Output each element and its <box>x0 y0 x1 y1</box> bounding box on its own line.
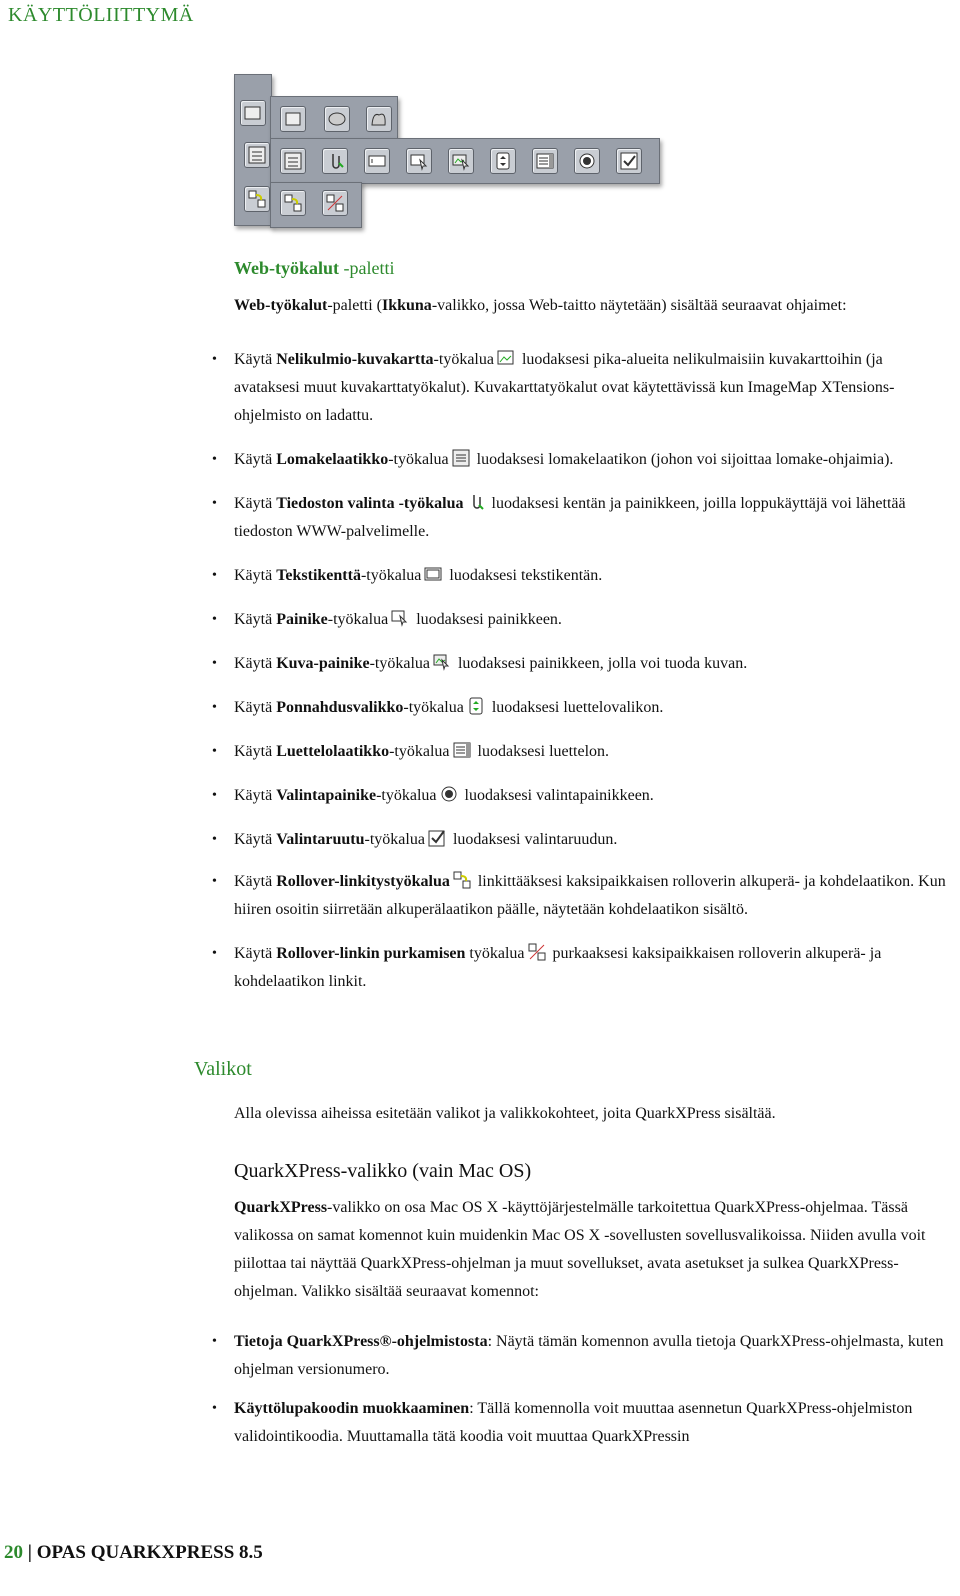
radio-button-icon <box>574 148 600 174</box>
list-item: • Käytä Rollover-linkin purkamisen työkalua purkaaksesi kaksipaikkaisen rolloverin alkuperä- ja kohdelaatikon linkit. <box>212 945 882 990</box>
form-box-icon <box>280 148 306 174</box>
file-select-icon <box>467 493 485 511</box>
palette-section-title: Web-työkalut -paletti <box>234 258 395 278</box>
rollover-unlink-icon <box>528 943 546 961</box>
rect-box-icon <box>280 106 306 132</box>
web-tools-palette-illustration <box>234 74 666 234</box>
list-item: • Käytä Tekstikenttä-työkalua luodaksesi tekstikentän. <box>212 567 603 584</box>
image-button-icon <box>433 653 451 671</box>
oval-box-icon <box>324 106 350 132</box>
rect-imagemap-icon <box>497 349 515 367</box>
menus-intro: Alla olevissa aiheissa esitetään valikot ja valikkokohteet, joita QuarkXPress sisältää. <box>234 1105 776 1122</box>
text-field-icon <box>364 148 390 174</box>
list-item: • Käytä Lomakelaatikko-työkalua luodaksesi lomakelaatikon (johon voi sijoittaa lomake-ohjaimia). <box>212 451 894 468</box>
list-box-icon <box>532 148 558 174</box>
quarkxpress-menu-title: QuarkXPress-valikko (vain Mac OS) <box>234 1160 532 1182</box>
button-icon <box>391 609 409 627</box>
bezier-box-icon <box>366 106 392 132</box>
command-item: • Käyttölupakoodin muokkaaminen: Tällä komennolla voit muuttaa asennetun QuarkXPress-ohjelmiston validointikoodia. Muuttamalla tätä koodia voit muuttaa QuarkXPressin <box>212 1400 913 1445</box>
list-item: • Käytä Painike-työkalua luodaksesi painikkeen. <box>212 611 562 628</box>
list-item: • Käytä Nelikulmio-kuvakartta-työkalua luodaksesi pika-alueita nelikulmaisiin kuvakarttoihin (ja avataksesi muut kuvakarttatyökalut). Kuvakarttatyökalut ovat käytettävissä kun ImageMap XTensions-ohjelmisto on ladattu. <box>212 351 895 424</box>
quarkxpress-menu-description: QuarkXPress-valikko on osa Mac OS X -käyttöjärjestelmälle tarkoitettua QuarkXPress-ohjelmaa. Tässä valikossa on samat komennot kuin muidenkin Mac OS X -sovellusten sovellusvalikoissa. Niiden avulla voit piilottaa tai näyttää QuarkXPress-ohjelman ja muut sovellukset, avata asetukset ja sulkea QuarkXPress-ohjelman. Valikko sisältää seuraavat komennot: <box>234 1199 926 1300</box>
rollover-link-icon <box>280 190 306 216</box>
form-box-icon <box>244 142 270 168</box>
file-select-icon <box>322 148 348 174</box>
list-item: • Käytä Kuva-painike-työkalua luodaksesi painikkeen, jolla voi tuoda kuvan. <box>212 655 748 672</box>
rollover-unlink-icon <box>322 190 348 216</box>
popup-menu-icon <box>467 697 485 715</box>
rollover-link-icon <box>244 186 270 212</box>
checkbox-icon <box>616 148 642 174</box>
list-box-icon <box>453 741 471 759</box>
checkbox-icon <box>428 829 446 847</box>
button-icon <box>406 148 432 174</box>
command-item: • Tietoja QuarkXPress®-ohjelmistosta: Näytä tämän komennon avulla tietoja QuarkXPress-ohjelmasta, kuten ohjelman versionumero. <box>212 1333 944 1378</box>
palette-intro: Web-työkalut-paletti (Ikkuna-valikko, jossa Web-taitto näytetään) sisältää seuraavat ohjaimet: <box>234 297 847 314</box>
list-item: • Käytä Ponnahdusvalikko-työkalua luodaksesi luettelovalikon. <box>212 699 664 716</box>
rollover-link-icon <box>453 871 471 889</box>
radio-button-icon <box>440 785 458 803</box>
form-box-icon <box>452 449 470 467</box>
menus-section-title: Valikot <box>194 1058 252 1080</box>
text-field-icon <box>424 565 442 583</box>
list-item: • Käytä Luettelolaatikko-työkalua luodaksesi luettelon. <box>212 743 610 760</box>
page-header: KÄYTTÖLIITTYMÄ <box>8 4 194 26</box>
list-item: • Käytä Rollover-linkitystyökalua linkittääksesi kaksipaikkaisen rolloverin alkuperä- ja kohdelaatikon. Kun hiiren osoitin siirretään alkuperälaatikon päälle, näytetään kohdelaatikon sisältö. <box>212 873 946 918</box>
list-item: • Käytä Tiedoston valinta -työkalua luodaksesi kentän ja painikkeen, joilla loppukäyttäjä voi lähettää tiedoston WWW-palvelimelle. <box>212 495 906 540</box>
page-footer: 20 | OPAS QUARKXPRESS 8.5 <box>4 1542 263 1563</box>
list-item: • Käytä Valintaruutu-työkalua luodaksesi valintaruudun. <box>212 831 618 848</box>
popup-menu-icon <box>490 148 516 174</box>
list-item: • Käytä Valintapainike-työkalua luodaksesi valintapainikkeen. <box>212 787 654 804</box>
image-button-icon <box>448 148 474 174</box>
rect-box-icon <box>240 100 266 126</box>
